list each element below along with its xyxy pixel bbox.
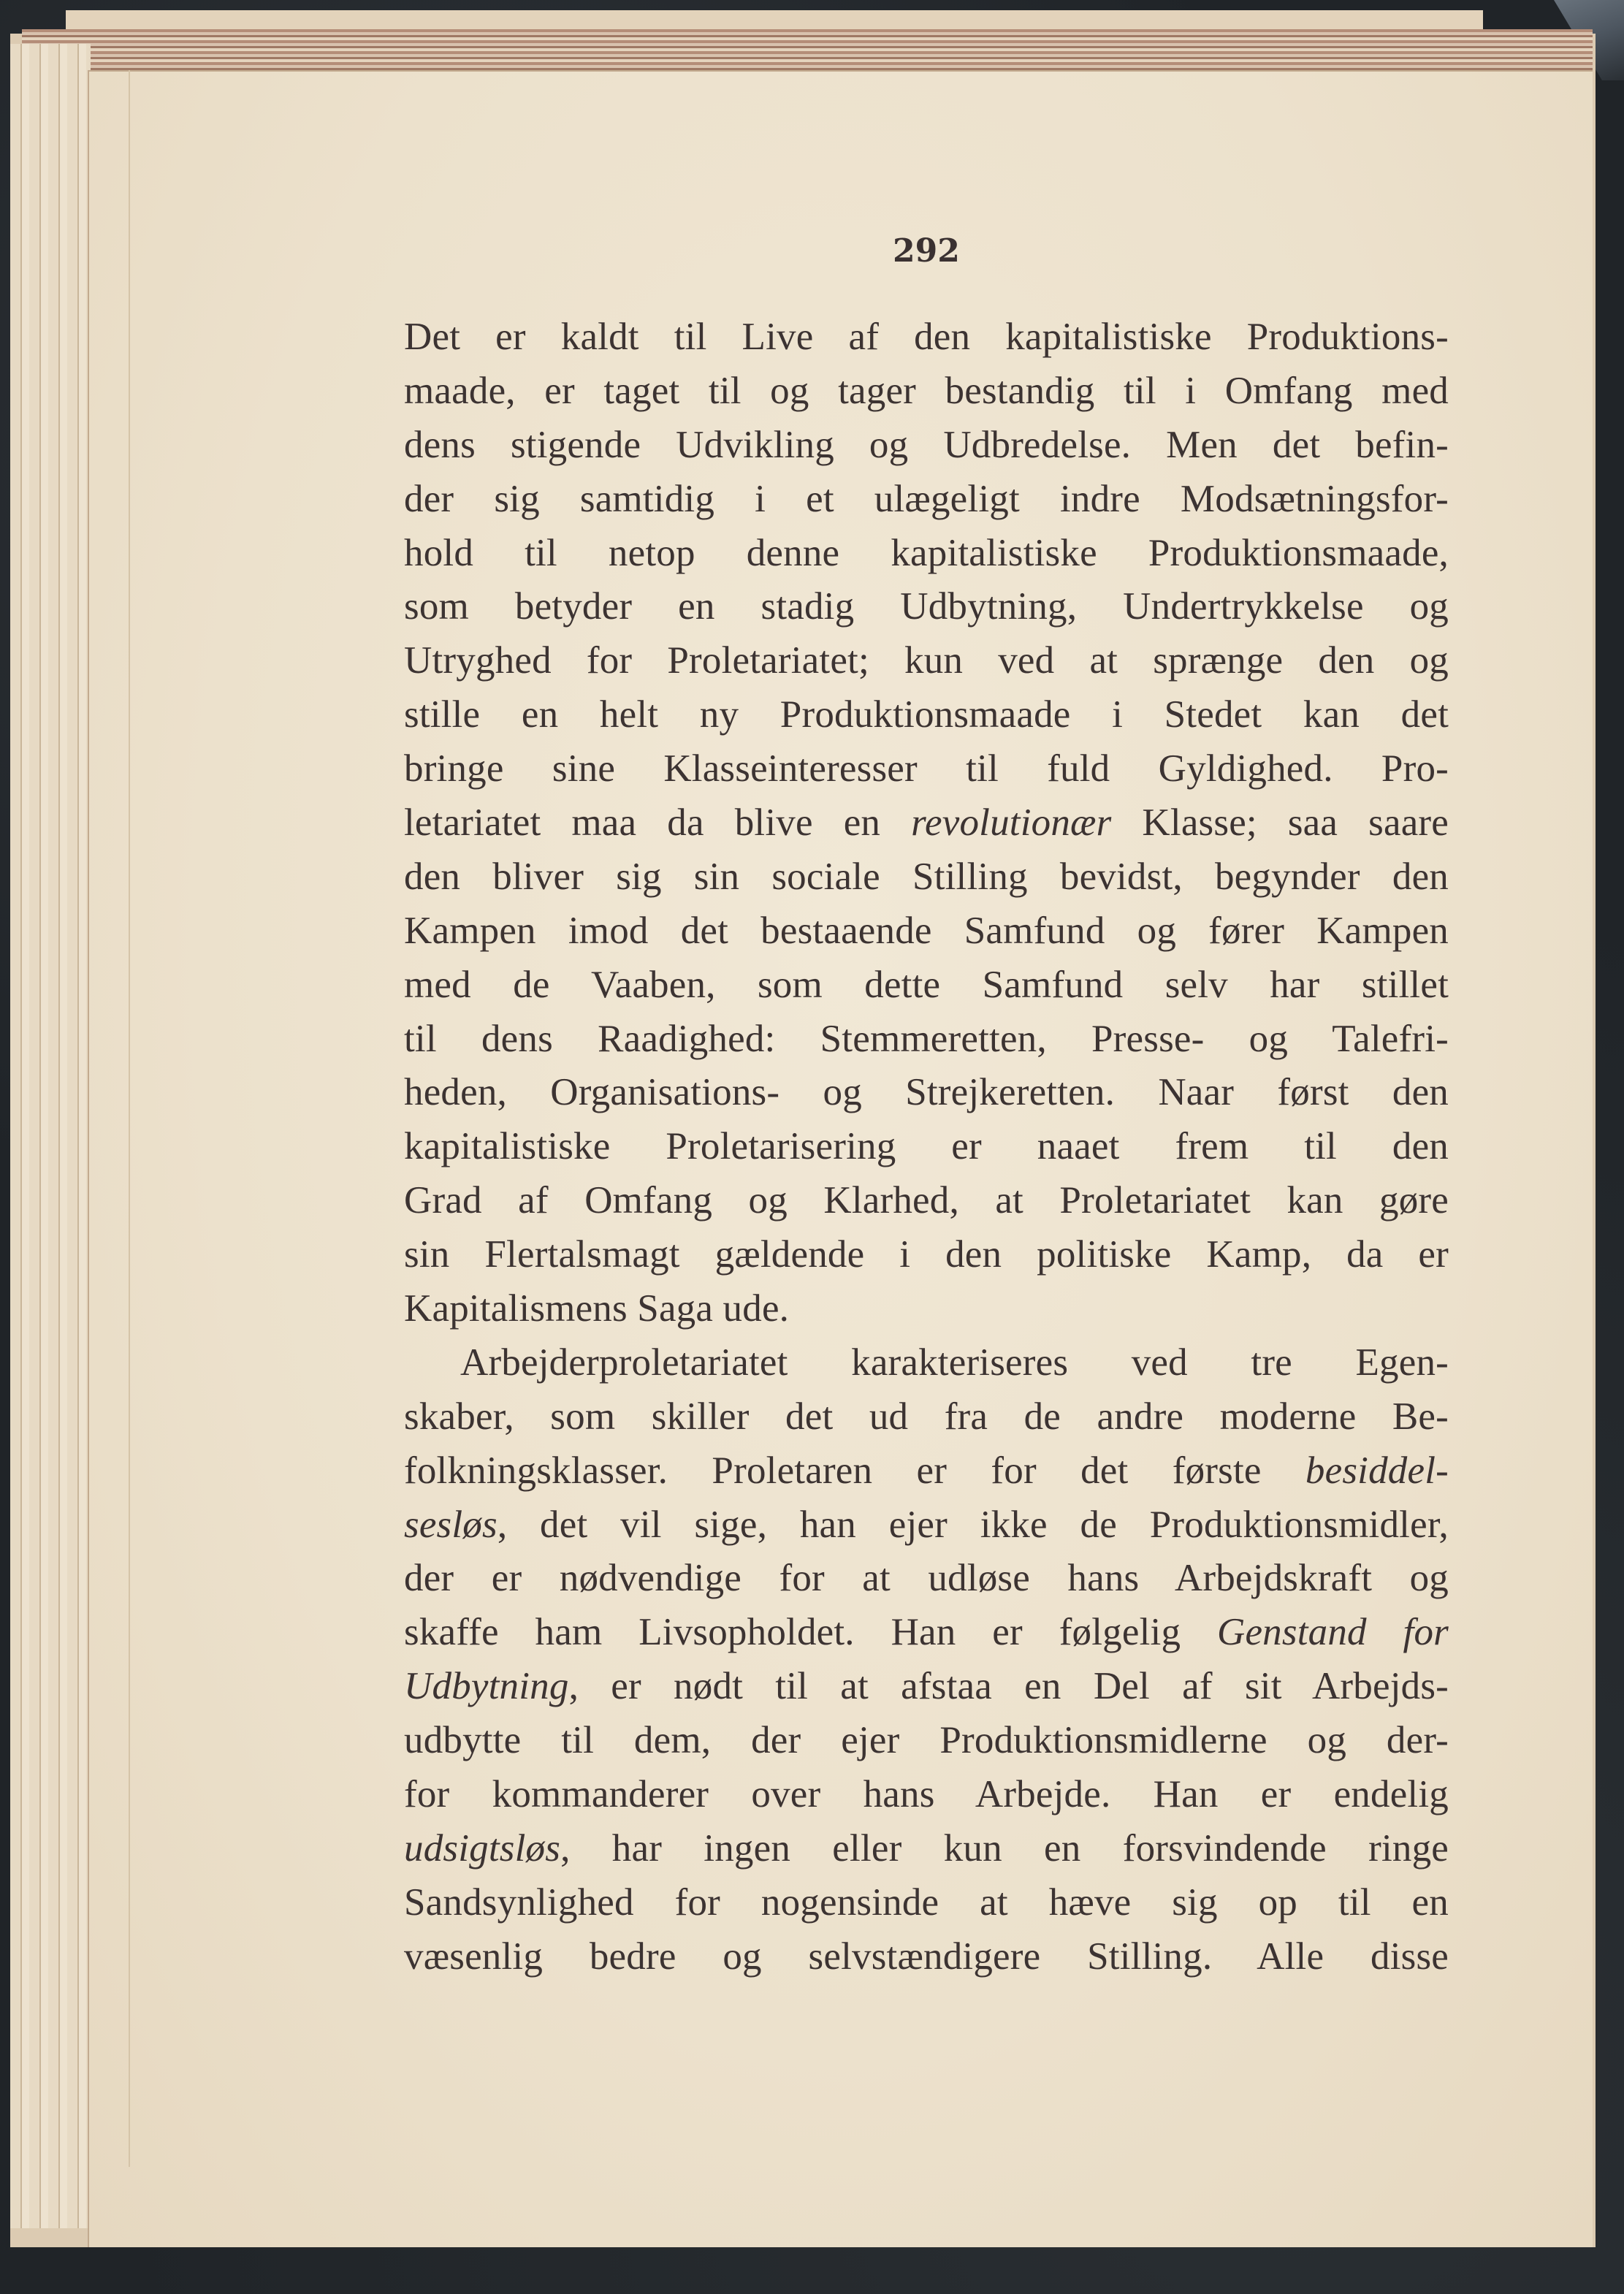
text-line xyxy=(404,1606,1449,1660)
text-line xyxy=(404,634,1449,688)
page-edges-top xyxy=(22,29,1593,73)
italic-emphasis: besiddel- xyxy=(1305,1449,1449,1492)
text-segment: for kommanderer over hans Arbejde. Han er endelig xyxy=(404,1773,1449,1816)
text-line xyxy=(404,1013,1449,1067)
text-segment: , det vil sige, han ejer ikke de Produktionsmidler, xyxy=(497,1503,1449,1546)
text-segment: heden, Organisations- og Strejkeretten. Naar først den xyxy=(404,1071,1449,1114)
text-line xyxy=(404,1390,1449,1444)
text-segment: udbytte til dem, der ejer Produktionsmidlerne og der- xyxy=(404,1719,1449,1762)
text-line xyxy=(404,1714,1449,1768)
text-line xyxy=(404,959,1449,1013)
text-line xyxy=(404,473,1449,527)
text-line xyxy=(404,310,1449,365)
text-line xyxy=(404,580,1449,634)
text-segment: sin Flertalsmagt gældende i den politiske Kamp, da er xyxy=(404,1233,1449,1276)
text-line xyxy=(404,1174,1449,1228)
text-segment: letariatet maa da blive en xyxy=(404,801,912,845)
text-line xyxy=(404,1876,1449,1930)
text-segment: Det er kaldt til Live af den kapitalistiske Produktions- xyxy=(404,316,1449,358)
text-line xyxy=(404,419,1449,473)
italic-emphasis: udsigtsløs xyxy=(404,1826,561,1870)
text-segment: Grad af Omfang og Klarhed, at Proletariatet kan gøre xyxy=(404,1179,1449,1222)
text-line xyxy=(404,1120,1449,1174)
text-line xyxy=(404,688,1449,742)
text-line xyxy=(404,1660,1449,1714)
text-line xyxy=(404,1336,1449,1390)
text-segment: den bliver sig sin sociale Stilling bevidst, begynder den xyxy=(404,855,1449,898)
text-line xyxy=(404,742,1449,796)
page-number: 292 xyxy=(893,232,960,270)
text-segment: , er nødt til at afstaa en Del af sit Arbejds- xyxy=(568,1665,1449,1708)
text-segment: Kampen imod det bestaaende Samfund og fører Kampen xyxy=(404,909,1449,952)
text-segment: Sandsynlighed for nogensinde at hæve sig op til en xyxy=(404,1880,1449,1924)
text-line xyxy=(404,904,1449,959)
page-inner-edge xyxy=(129,70,130,2167)
text-segment: maade, er taget til og tager bestandig til i Omfang med xyxy=(404,369,1449,412)
text-line xyxy=(404,1768,1449,1822)
text-segment: hold til netop denne kapitalistiske Produktionsmaade, xyxy=(404,531,1449,574)
text-segment: til dens Raadighed: Stemmeretten, Presse- og Talefri- xyxy=(404,1017,1449,1060)
text-line xyxy=(404,365,1449,419)
italic-emphasis: sesløs xyxy=(404,1503,498,1546)
text-line xyxy=(404,1444,1449,1498)
text-segment: folkningsklasser. Proletaren er for det første xyxy=(404,1449,1305,1492)
text-segment: der sig samtidig i et ulægeligt indre Modsætningsfor- xyxy=(404,477,1449,520)
text-line xyxy=(404,1822,1449,1876)
text-line xyxy=(404,1282,1449,1336)
text-segment: dens stigende Udvikling og Udbredelse. Men det befin- xyxy=(404,423,1449,466)
italic-emphasis: Udbytning xyxy=(404,1665,569,1708)
text-segment: Klasse; saa saare xyxy=(1111,801,1449,845)
text-line xyxy=(404,1498,1449,1552)
text-segment: der er nødvendige for at udløse hans Arbejdskraft og xyxy=(404,1557,1449,1600)
text-segment: bringe sine Klasseinteresser til fuld Gyldighed. Pro- xyxy=(404,747,1449,790)
text-line xyxy=(404,1066,1449,1120)
text-line xyxy=(404,1228,1449,1282)
text-segment: med de Vaaben, som dette Samfund selv har stillet xyxy=(404,963,1449,1006)
text-line xyxy=(404,1552,1449,1606)
text-segment: Arbejderproletariatet karakteriseres ved tre Egen- xyxy=(460,1341,1449,1384)
text-segment: stille en helt ny Produktionsmaade i Stedet kan det xyxy=(404,693,1449,736)
text-line xyxy=(404,1930,1449,1984)
text-segment: skaber, som skiller det ud fra de andre moderne Be- xyxy=(404,1395,1449,1438)
text-line xyxy=(404,527,1449,581)
page-edges-left xyxy=(10,44,91,2228)
text-segment: kapitalistiske Proletarisering er naaet frem til den xyxy=(404,1125,1449,1168)
text-segment: Kapitalismens Saga ude. xyxy=(404,1287,790,1330)
italic-emphasis: Genstand for xyxy=(1216,1611,1449,1654)
text-segment: væsenlig bedre og selvstændigere Stilling. Alle disse xyxy=(404,1935,1449,1978)
text-segment: som betyder en stadig Udbytning, Undertrykkelse og xyxy=(404,585,1449,628)
text-segment: Utryghed for Proletariatet; kun ved at sprænge den og xyxy=(404,639,1449,682)
italic-emphasis: revolutionær xyxy=(911,801,1112,845)
text-segment: , har ingen eller kun en forsvindende ringe xyxy=(560,1826,1449,1870)
text-line xyxy=(404,850,1449,904)
body-text xyxy=(404,310,1449,1984)
text-line xyxy=(404,796,1449,850)
text-segment: skaffe ham Livsopholdet. Han er følgelig xyxy=(404,1611,1217,1654)
